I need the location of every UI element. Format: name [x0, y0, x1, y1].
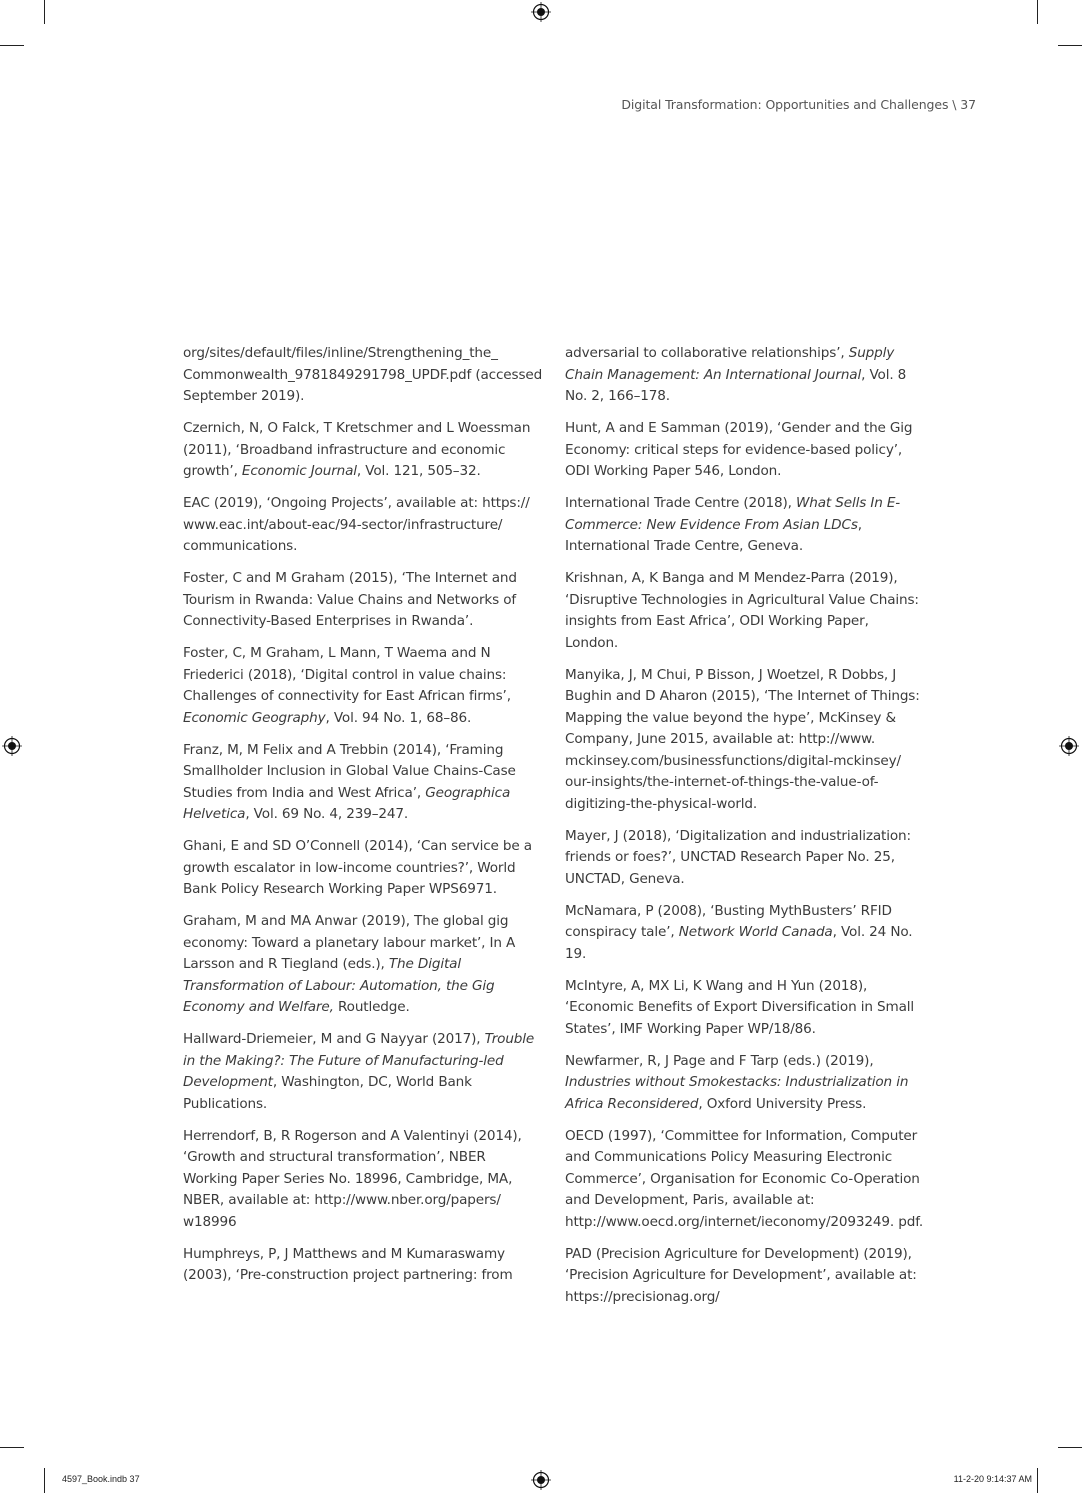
- reference-title: Economic Journal: [241, 463, 357, 479]
- references-left-column: [183, 343, 543, 1297]
- crop-mark: [0, 45, 24, 46]
- reference-text: Foster, C, M Graham, L Mann, T Waema and N Friederici (2018), ‘Digital control in value chains: Challenges of connectivity for East African firms’,: [183, 645, 511, 704]
- reference-entry: [565, 493, 925, 558]
- reference-title: Geographica Helvetica: [183, 784, 511, 822]
- reference-text: PAD (Precision Agriculture for Development) (2019), ‘Precision Agriculture for Development’, available at: https://precisionag.org/: [565, 1245, 917, 1305]
- reference-entry: [565, 568, 925, 654]
- reference-entry: [183, 643, 543, 729]
- reference-title: Network World Canada: [678, 924, 833, 940]
- reference-entry: [565, 826, 925, 891]
- reference-entry: [183, 1126, 543, 1234]
- reference-entry: [565, 901, 925, 966]
- reference-text: EAC (2019), ‘Ongoing Projects’, available at: https:// www.eac.int/about-eac/94-sector/infrastructure/ communications.: [183, 495, 530, 554]
- reference-text: Ghani, E and SD O’Connell (2014), ‘Can service be a growth escalator in low-income countries?’, World Bank Policy Research Working Paper WPS6971.: [183, 838, 532, 897]
- reference-entry: [565, 1126, 925, 1234]
- reference-text: , Vol. 94 No. 1, 68–86.: [325, 709, 472, 726]
- crop-mark: [1058, 1447, 1082, 1448]
- reference-text: Manyika, J, M Chui, P Bisson, J Woetzel, R Dobbs, J Bughin and D Aharon (2015), ‘The Internet of Things: Mapping the value beyond the hype’, McKinsey & Company, June 2015, available at: http://www. mckinsey.com/businessfunctions/digital-mckinsey/ our-insights/the-internet-of-things-the-value-of-digitizing-the-physical-world.: [565, 666, 920, 812]
- reference-text: adversarial to collaborative relationships’,: [565, 345, 849, 361]
- crop-mark: [44, 0, 45, 24]
- reference-text: , Vol. 69 No. 4, 239–247.: [245, 806, 409, 822]
- crop-mark: [0, 1447, 24, 1448]
- reference-entry: [183, 493, 543, 558]
- reference-title: Economic Geography: [183, 709, 326, 726]
- reference-text: org/sites/default/files/inline/Strengthening_the_ Commonwealth_9781849291798_UPDF.pdf (accessed September 2019).: [183, 345, 543, 404]
- registration-mark-icon: [531, 2, 551, 22]
- reference-entry: [183, 1029, 543, 1115]
- reference-text: Franz, M, M Felix and A Trebbin (2014), ‘Framing Smallholder Inclusion in Global Value Chains-Case Studies from India and West Africa’,: [183, 741, 516, 801]
- reference-text: Humphreys, P, J Matthews and M Kumaraswamy (2003), ‘Pre-construction project partnering: from: [183, 1245, 513, 1283]
- reference-text: Hunt, A and E Samman (2019), ‘Gender and the Gig Economy: critical steps for evidence-based policy’, ODI Working Paper 546, London.: [565, 420, 913, 479]
- crop-mark: [1037, 0, 1038, 24]
- reference-entry: [183, 418, 543, 483]
- crop-mark: [1037, 1468, 1038, 1493]
- reference-text: , Washington, DC, World Bank Publications.: [183, 1074, 472, 1112]
- reference-text: Krishnan, A, K Banga and M Mendez-Parra (2019), ‘Disruptive Technologies in Agricultural Value Chains: insights from East Africa’, ODI Working Paper, London.: [565, 570, 919, 651]
- reference-text: , International Trade Centre, Geneva.: [565, 516, 862, 554]
- registration-mark-icon: [531, 1470, 551, 1490]
- reference-text: Foster, C and M Graham (2015), ‘The Internet and Tourism in Rwanda: Value Chains and Networks of Connectivity-Based Enterprises in Rwanda’.: [183, 570, 517, 629]
- reference-title: Supply Chain Management: An International Journal: [565, 345, 895, 383]
- registration-mark-icon: [2, 736, 22, 756]
- reference-text: , Vol. 121, 505–32.: [356, 463, 481, 479]
- reference-entry: [565, 343, 925, 408]
- registration-mark-icon: [1059, 736, 1079, 756]
- reference-entry: [183, 1244, 543, 1287]
- crop-mark: [1058, 45, 1082, 46]
- running-title: Digital Transformation: Opportunities and Challenges: [621, 97, 949, 112]
- reference-title: The Digital Transformation of Labour: Automation, the Gig Economy and Welfare,: [183, 956, 495, 1015]
- reference-title: Trouble in the Making?: The Future of Manufacturing-led Development: [183, 1031, 535, 1090]
- reference-text: International Trade Centre (2018),: [565, 495, 796, 511]
- reference-entry: [183, 343, 543, 408]
- slug-file-info: 4597_Book.indb 37: [62, 1474, 140, 1484]
- reference-text: Newfarmer, R, J Page and F Tarp (eds.) (2019),: [565, 1052, 874, 1069]
- running-header: [621, 97, 976, 112]
- reference-text: OECD (1997), ‘Committee for Information, Computer and Communications Policy Measuring Electronic Commerce’, Organisation for Economic Co-Operation and Development, Paris, available at: http://www.oecd.org/internet/ieconomy/2093249. pdf.: [565, 1127, 924, 1230]
- reference-entry: [183, 568, 543, 633]
- slug-timestamp: 11-2-20 9:14:37 AM: [953, 1474, 1032, 1484]
- reference-text: McIntyre, A, MX Li, K Wang and H Yun (2018), ‘Economic Benefits of Export Diversification in Small States’, IMF Working Paper WP/18/86.: [565, 977, 914, 1037]
- reference-entry: [183, 911, 543, 1019]
- reference-text: Mayer, J (2018), ‘Digitalization and industrialization: friends or foes?’, UNCTAD Research Paper No. 25, UNCTAD, Geneva.: [565, 827, 911, 887]
- reference-text: Hallward-Driemeier, M and G Nayyar (2017),: [183, 1031, 485, 1047]
- reference-text: , Vol. 24 No. 19.: [565, 924, 913, 962]
- reference-entry: [565, 665, 925, 816]
- reference-entry: [183, 836, 543, 901]
- reference-title: Industries without Smokestacks: Industrialization in Africa Reconsidered: [565, 1074, 909, 1112]
- reference-text: Herrendorf, B, R Rogerson and A Valentinyi (2014), ‘Growth and structural transformation’, NBER Working Paper Series No. 18996, Cambridge, MA, NBER, available at: http://www.nber.org/papers/ w18996: [183, 1127, 522, 1230]
- reference-text: , Vol. 8 No. 2, 166–178.: [565, 366, 907, 404]
- reference-entry: [565, 418, 925, 483]
- reference-text: , Oxford University Press.: [698, 1095, 867, 1112]
- reference-entry: [565, 1244, 925, 1309]
- header-separator: \: [952, 97, 957, 112]
- reference-text: Graham, M and MA Anwar (2019), The global gig economy: Toward a planetary labour market’, In A Larsson and R Tiegland (eds.),: [183, 913, 516, 972]
- reference-text: McNamara, P (2008), ‘Busting MythBusters’ RFID conspiracy tale’,: [565, 902, 892, 940]
- reference-title: What Sells In E-Commerce: New Evidence From Asian LDCs: [565, 495, 901, 533]
- reference-entry: [565, 1051, 925, 1116]
- references-right-column: [565, 343, 925, 1319]
- reference-text: Routledge.: [333, 999, 410, 1015]
- reference-entry: [183, 740, 543, 826]
- crop-mark: [44, 1468, 45, 1493]
- page-number: 37: [960, 97, 976, 112]
- reference-entry: [565, 976, 925, 1041]
- reference-text: Czernich, N, O Falck, T Kretschmer and L Woessman (2011), ‘Broadband infrastructure and economic growth’,: [183, 420, 531, 479]
